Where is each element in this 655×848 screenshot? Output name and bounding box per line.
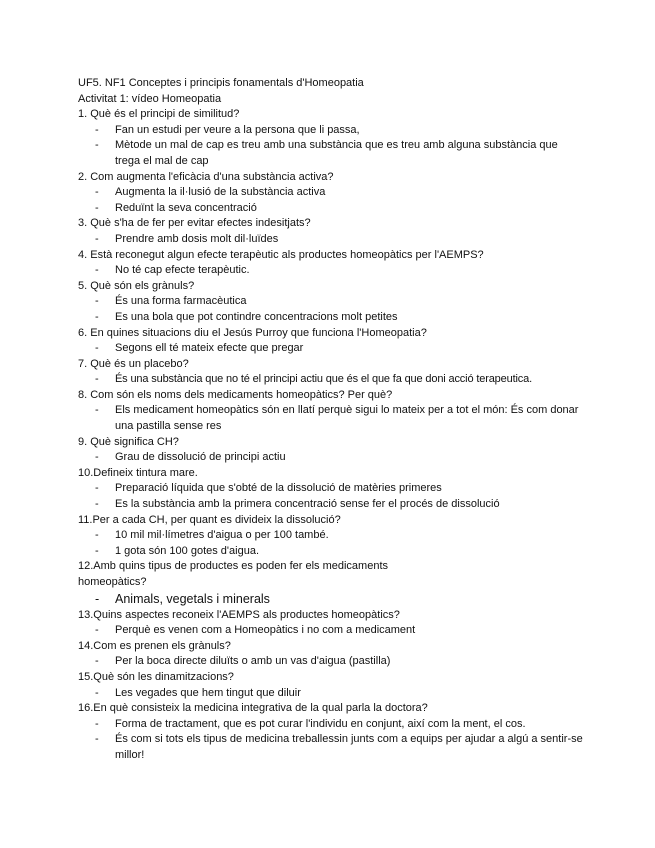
answer-14-1: - Per la boca directe diluïts o amb un vas d'aigua (pastilla) <box>78 654 598 670</box>
question-5: 5. Què són els grànuls? <box>78 279 195 292</box>
answer-16-1: - Forma de tractament, que es pot curar l'individu en conjunt, així com la ment, el cos. <box>78 717 598 733</box>
answer-11-1: - 10 mil mil·límetres d'aigua o per 100 també. <box>78 528 598 544</box>
answer-4-1: - No té cap efecte terapèutic. <box>78 263 598 279</box>
question-12: 12.Amb quins tipus de productes es poden fer els medicaments homeopàtics? <box>78 560 389 588</box>
answers-5 <box>78 294 598 325</box>
question-6: 6. En quines situacions diu el Jesús Purroy que funciona l'Homeopatia? <box>78 326 427 339</box>
answers-15 <box>78 686 598 702</box>
activity-heading: Activitat 1: vídeo Homeopatia <box>78 92 222 105</box>
answers-7 <box>78 372 598 388</box>
question-1: 1. Què és el principi de similitud? <box>78 108 240 121</box>
answers-13 <box>78 623 598 639</box>
document-title: UF5. NF1 Conceptes i principis fonamentals d'Homeopatia <box>78 77 364 89</box>
question-8: 8. Com són els noms dels medicaments homeopàtics? Per què? <box>78 388 393 401</box>
question-9: 9. Què significa CH? <box>78 435 179 448</box>
answer-13-1: - Perquè es venen com a Homeopàtics i no com a medicament <box>78 623 598 639</box>
answer-3-1: - Prendre amb dosis molt dil·luïdes <box>78 232 598 248</box>
question-4: 4. Està reconegut algun efecte terapèutic als productes homeopàtics per l'AEMPS? <box>78 248 484 261</box>
answer-5-1: - És una forma farmacèutica <box>78 294 598 310</box>
answer-5-2: - Es una bola que pot contindre concentracions molt petites <box>78 310 598 326</box>
answer-6-1: - Segons ell té mateix efecte que pregar <box>78 341 598 357</box>
answers-4 <box>78 263 598 279</box>
answer-8-1: - Els medicament homeopàtics són en llatí perquè sigui lo mateix per a tot el món: És com donar una pastilla sense res <box>78 403 595 434</box>
answer-11-2: - 1 gota són 100 gotes d'aigua. <box>78 544 598 560</box>
answer-12-1: - Animals, vegetals i minerals <box>78 591 598 608</box>
answers-16 <box>78 717 598 764</box>
answers-14 <box>78 654 598 670</box>
answers-12 <box>78 591 598 608</box>
answer-10-2: - Es la substància amb la primera concentració sense fer el procés de dissolució <box>78 497 598 513</box>
answer-1-2: - Mètode un mal de cap es treu amb una substància que es treu amb alguna substància que trega el mal de cap <box>78 138 580 169</box>
answers-8 <box>78 403 598 434</box>
answer-15-1: - Les vegades que hem tingut que diluir <box>78 686 598 702</box>
question-3: 3. Què s'ha de fer per evitar efectes indesitjats? <box>78 217 311 230</box>
answers-10 <box>78 481 598 512</box>
answer-16-2: - És com si tots els tipus de medicina treballessin junts com a equips per ajudar a algú a sentir-se millor! <box>78 732 585 763</box>
question-2: 2. Com augmenta l'eficàcia d'una substància activa? <box>78 170 334 183</box>
answer-2-2: - Reduïnt la seva concentració <box>78 201 598 217</box>
answer-7-1: - És una substància que no té el principi actiu que és el que fa que doni acció terapeutica. <box>78 372 598 388</box>
answers-11 <box>78 528 598 559</box>
question-16: 16.En què consisteix la medicina integrativa de la qual parla la doctora? <box>78 702 428 715</box>
answers-1 <box>78 123 598 170</box>
question-11: 11.Per a cada CH, per quant es divideix la dissolució? <box>78 513 341 526</box>
answer-1-1: - Fan un estudi per veure a la persona que li passa, <box>78 123 598 139</box>
answers-9 <box>78 450 598 466</box>
answers-3 <box>78 232 598 248</box>
answer-2-1: - Augmenta la il·lusió de la substància activa <box>78 185 598 201</box>
question-10: 10.Defineix tintura mare. <box>78 466 198 479</box>
answers-6 <box>78 341 598 357</box>
question-7: 7. Què és un placebo? <box>78 357 189 370</box>
answers-2 <box>78 185 598 216</box>
question-13: 13.Quins aspectes reconeix l'AEMPS als productes homeopàtics? <box>78 608 400 621</box>
document-content <box>78 76 598 764</box>
answer-9-1: - Grau de dissolució de principi actiu <box>78 450 598 466</box>
question-14: 14.Com es prenen els grànuls? <box>78 639 231 652</box>
answer-10-1: - Preparació líquida que s'obté de la dissolució de matèries primeres <box>78 481 598 497</box>
question-15: 15.Què són les dinamitzacions? <box>78 670 234 683</box>
